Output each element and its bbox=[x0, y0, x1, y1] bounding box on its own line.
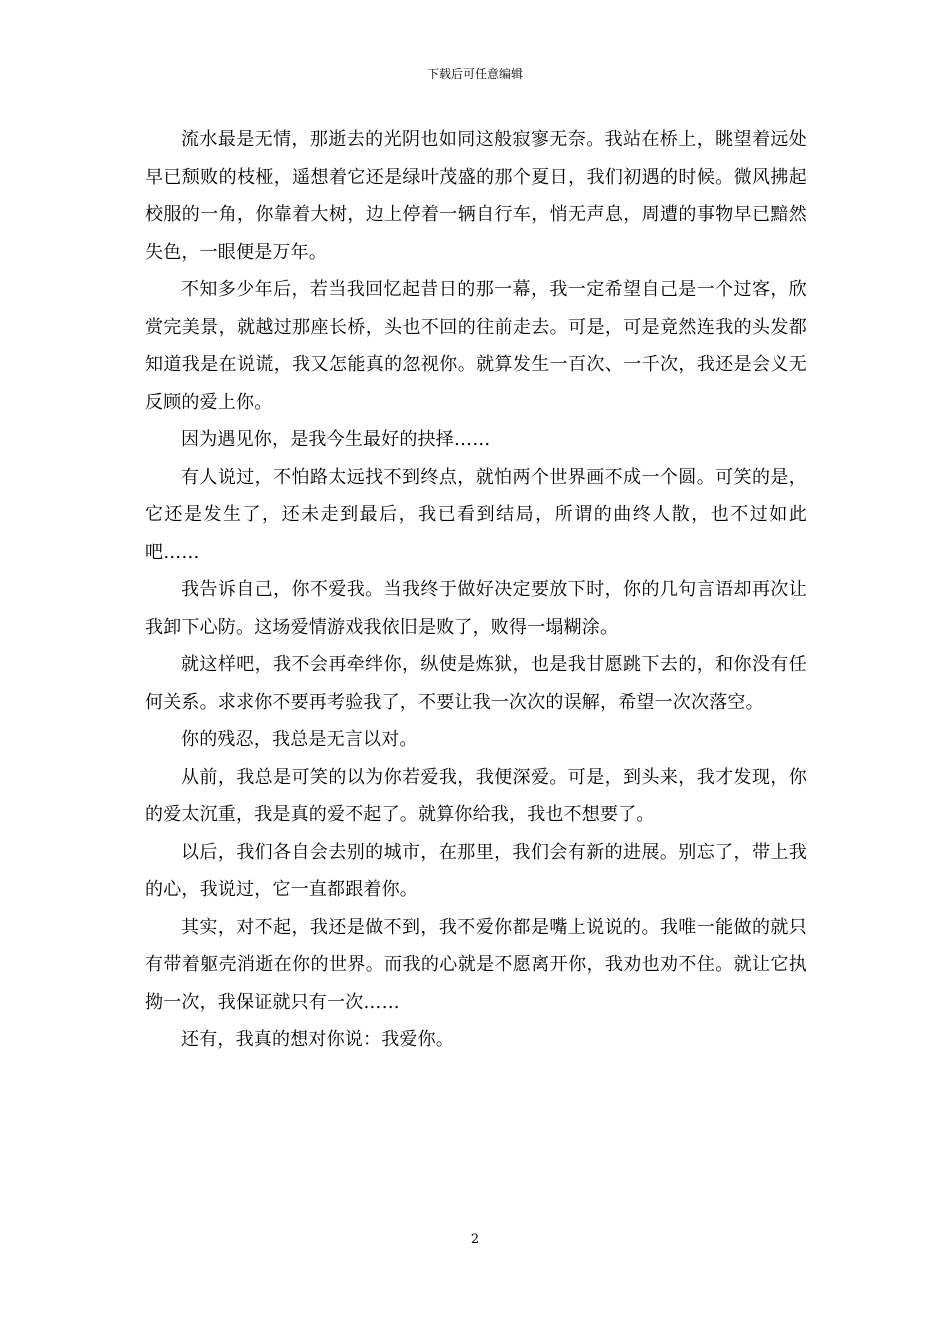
paragraph-2: 不知多少年后，若当我回忆起昔日的那一幕，我一定希望自己是一个过客，欣赏完美景，就越过那座长桥，头也不回的往前走去。可是，可是竟然连我的头发都知道我是在说谎，我又怎能真的忽视你。就算发生一百次、一千次，我还是会义无反顾的爱上你。 bbox=[145, 279, 807, 413]
paragraph-11: 还有，我真的想对你说：我爱你。 bbox=[181, 1029, 454, 1050]
paragraph-5: 我告诉自己，你不爱我。当我终于做好决定要放下时，你的几句言语却再次让我卸下心防。这场爱情游戏我依旧是败了，败得一塌糊涂。 bbox=[145, 579, 807, 638]
page-number: 2 bbox=[470, 1232, 480, 1247]
paragraph-10: 其实，对不起，我还是做不到，我不爱你都是嘴上说说的。我唯一能做的就只有带着躯壳消逝在你的世界。而我的心就是不愿离开你，我劝也劝不住。就让它执拗一次，我保证就只有一次…… bbox=[145, 916, 807, 1013]
paragraph-8: 从前，我总是可笑的以为你若爱我，我便深爱。可是，到头来，我才发现，你的爱太沉重，我是真的爱不起了。就算你给我，我也不想要了。 bbox=[145, 766, 807, 825]
paragraph-1: 流水最是无情，那逝去的光阴也如同这般寂寥无奈。我站在桥上，眺望着远处早已颓败的枝桠，遥想着它还是绿叶茂盛的那个夏日，我们初遇的时候。微风拂起校服的一角，你靠着大树，边上停着一辆自行车，悄无声息，周遭的事物早已黯然失色，一眼便是万年。 bbox=[145, 129, 807, 263]
paragraph-6: 就这样吧，我不会再牵绊你，纵使是炼狱，也是我甘愿跳下去的，和你没有任何关系。求求你不要再考验我了，不要让我一次次的误解，希望一次次落空。 bbox=[145, 654, 807, 713]
paragraph-7: 你的残忍，我总是无言以对。 bbox=[181, 729, 418, 750]
paragraph-3: 因为遇见你，是我今生最好的抉择…… bbox=[181, 429, 491, 450]
document-body bbox=[145, 121, 807, 1059]
page-header: 下载后可任意编辑 bbox=[426, 67, 523, 81]
paragraph-4: 有人说过，不怕路太远找不到终点，就怕两个世界画不成一个圆。可笑的是，它还是发生了，还未走到最后，我已看到结局，所谓的曲终人散，也不过如此吧…… bbox=[145, 466, 807, 563]
paragraph-9: 以后，我们各自会去别的城市，在那里，我们会有新的进展。别忘了，带上我的心，我说过，它一直都跟着你。 bbox=[145, 841, 807, 900]
